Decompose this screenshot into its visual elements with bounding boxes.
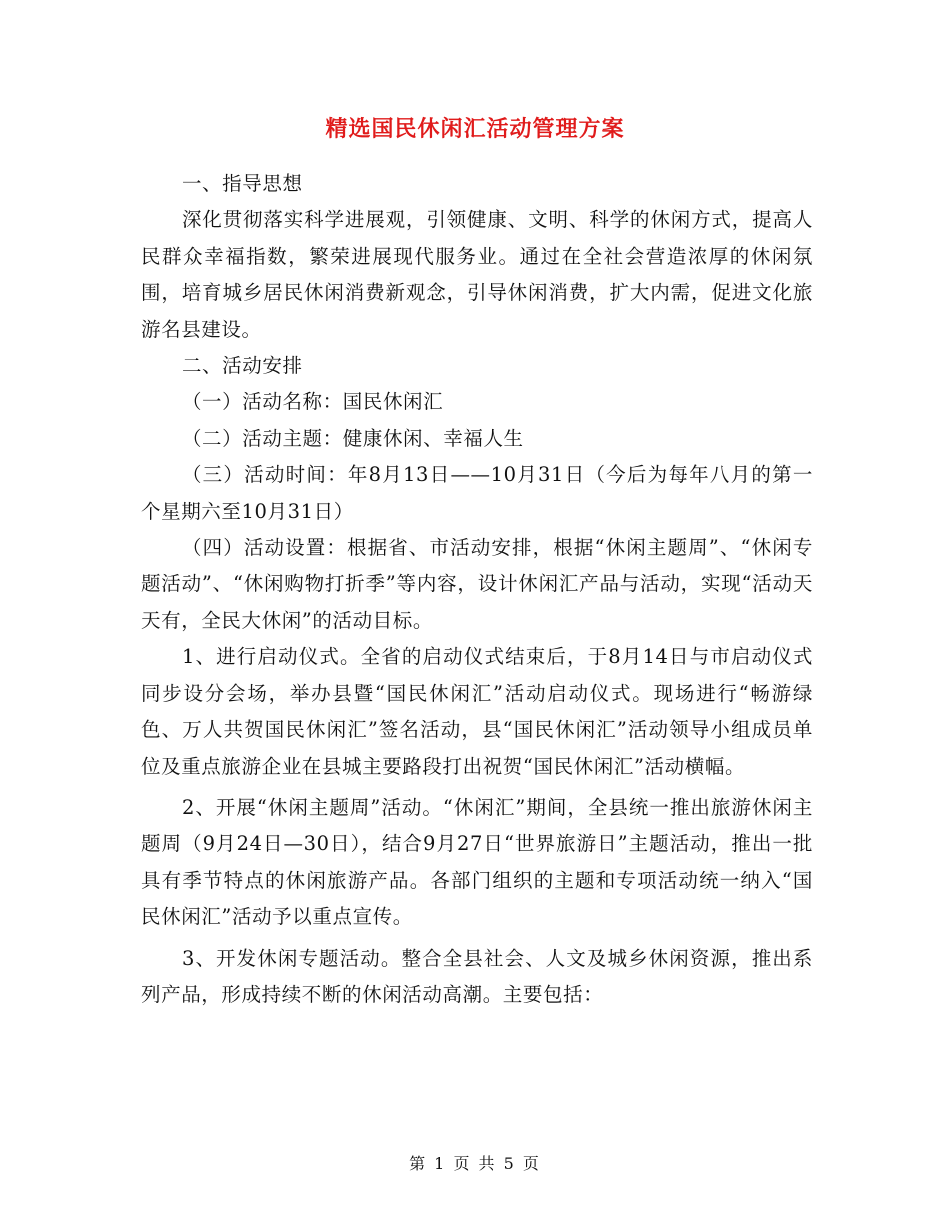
paragraph-activity-settings: （四）活动设置：根据省、市活动安排，根据“休闲主题周”、“休闲专题活动”、“休闲购物打折季”等内容，设计休闲汇产品与活动，实现“活动天天有，全民大休闲”的活动目标。 [141, 536, 813, 632]
document-title: 精选国民休闲汇活动管理方案 [325, 116, 625, 142]
section-heading-guiding-ideology: 一、指导思想 [181, 172, 303, 195]
section-heading-activity-arrangement: 二、活动安排 [181, 354, 303, 378]
paragraph-activity-time: （三）活动时间：年8月13日——10月31日（今后为每年八月的第一个星期六至10月31日） [141, 463, 813, 523]
paragraph-activity-name: （一）活动名称：国民休闲汇 [181, 390, 444, 414]
paragraph-guiding-ideology: 深化贯彻落实科学进展观，引领健康、文明、科学的休闲方式，提高人民群众幸福指数，繁荣进展现代服务业。通过在全社会营造浓厚的休闲氛围，培育城乡居民休闲消费新观念，引导休闲消费，扩大内需，促进文化旅游名县建设。 [141, 208, 813, 341]
paragraph-special-activities: 3、开发休闲专题活动。整合全县社会、人文及城乡休闲资源，推出系列产品，形成持续不断的休闲活动高潮。主要包括： [141, 946, 813, 1006]
document-body [141, 166, 813, 1013]
paragraph-launch-ceremony: 1、进行启动仪式。全省的启动仪式结束后，于8月14日与市启动仪式同步设分会场，举办县暨“国民休闲汇”活动启动仪式。现场进行“畅游绿色、万人共贺国民休闲汇”签名活动，县“国民休闲汇”活动领导小组成员单位及重点旅游企业在县城主要路段打出祝贺“国民休闲汇”活动横幅。 [141, 645, 813, 778]
paragraph-activity-theme: （二）活动主题：健康休闲、幸福人生 [181, 426, 524, 450]
page-number-footer: 第 1 页 共 5 页 [409, 1154, 541, 1173]
paragraph-theme-week: 2、开展“休闲主题周”活动。“休闲汇”期间，全县统一推出旅游休闲主题周（9月24日—30日），结合9月27日“世界旅游日”主题活动，推出一批具有季节特点的休闲旅游产品。各部门组织的主题和专项活动统一纳入“国民休闲汇”活动予以重点宣传。 [141, 795, 813, 929]
